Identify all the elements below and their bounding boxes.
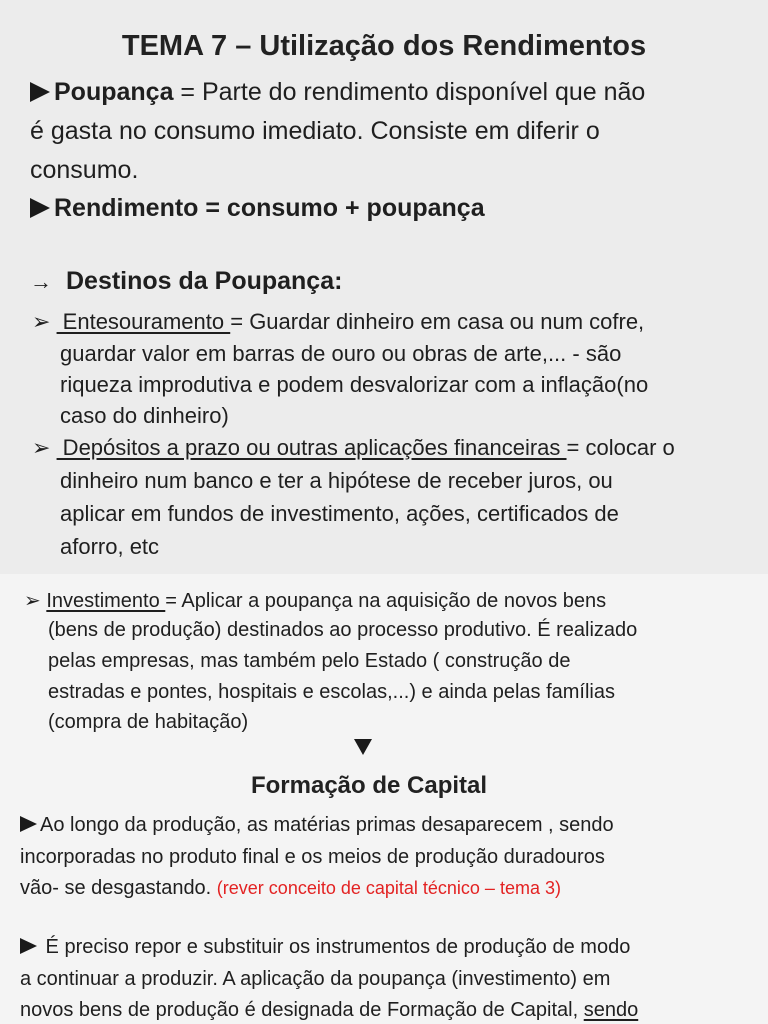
destinos-heading bbox=[30, 267, 342, 296]
investimento-line-5: (compra de habitação) bbox=[48, 711, 249, 733]
rendimento-line bbox=[30, 194, 485, 223]
depositos-term: Depósitos a prazo ou outras aplicações financeiras bbox=[56, 435, 567, 460]
repor-text-3-end: sendo bbox=[583, 999, 639, 1021]
depositos-line-3: aplicar em fundos de investimento, ações, certificados de bbox=[60, 501, 619, 526]
formacao-capital-title: Formação de Capital bbox=[250, 772, 488, 799]
entesouramento-definition: = Guardar dinheiro em casa ou num cofre, bbox=[230, 309, 645, 334]
investimento-line-2: (bens de produção) destinados ao processo produtivo. É realizado bbox=[48, 619, 638, 641]
destinos-heading-text: Destinos da Poupança: bbox=[66, 267, 343, 295]
check-arrow-bullet-icon: ➢ bbox=[32, 309, 51, 334]
triangle-bullet-icon bbox=[20, 938, 37, 954]
depositos-definition: = colocar o bbox=[566, 435, 675, 460]
triangle-bullet-icon bbox=[20, 816, 37, 832]
entesouramento-line-3: riqueza improdutiva e podem desvalorizar com a inflação(no bbox=[60, 372, 649, 397]
repor-text-1: É preciso repor e substituir os instrumentos de produção de modo bbox=[40, 936, 631, 958]
poupanca-definition-1: = Parte do rendimento disponível que não bbox=[173, 78, 646, 106]
depositos-line-4: aforro, etc bbox=[60, 534, 160, 559]
repor-line-2: a continuar a produzir. A aplicação da poupança (investimento) em bbox=[20, 968, 611, 990]
check-arrow-bullet-icon: ➢ bbox=[24, 590, 41, 612]
depositos-line-2: dinheiro num banco e ter a hipótese de receber juros, ou bbox=[60, 468, 613, 493]
entesouramento-term: Entesouramento bbox=[56, 309, 231, 334]
investimento-definition: = Aplicar a poupança na aquisição de novos bens bbox=[165, 590, 607, 612]
poupanca-term: Poupança bbox=[54, 78, 174, 106]
producao-line-2: incorporadas no produto final e os meios de produção duradouros bbox=[20, 846, 605, 868]
repor-line-1 bbox=[20, 936, 630, 959]
producao-line-1 bbox=[20, 814, 614, 837]
repor-text-3: novos bens de produção é designada de Formação de Capital, bbox=[20, 999, 584, 1021]
poupanca-line-3: consumo. bbox=[30, 156, 139, 184]
repor-line-3 bbox=[20, 999, 638, 1022]
rendimento-formula: Rendimento = consumo + poupança bbox=[54, 194, 485, 222]
right-arrow-icon: → bbox=[30, 269, 52, 294]
triangle-bullet-icon bbox=[30, 82, 50, 102]
investimento-line-1 bbox=[24, 588, 606, 613]
poupanca-line-2: é gasta no consumo imediato. Consiste em diferir o bbox=[30, 117, 600, 145]
entesouramento-line-2: guardar valor em barras de ouro ou obras de arte,... - são bbox=[60, 341, 622, 366]
depositos-line-1 bbox=[32, 435, 675, 461]
capital-tecnico-note: (rever conceito de capital técnico – tema 3) bbox=[216, 878, 561, 898]
producao-text-1: Ao longo da produção, as matérias primas desaparecem , sendo bbox=[40, 814, 614, 836]
investimento-line-4: estradas e pontes, hospitais e escolas,...) e ainda pelas famílias bbox=[48, 681, 615, 703]
triangle-bullet-icon bbox=[30, 198, 50, 218]
down-triangle-icon bbox=[354, 739, 372, 755]
page-title: TEMA 7 – Utilização dos Rendimentos bbox=[121, 30, 647, 62]
investimento-line-3: pelas empresas, mas também pelo Estado ( construção de bbox=[48, 650, 571, 672]
entesouramento-line-1 bbox=[32, 309, 644, 335]
check-arrow-bullet-icon: ➢ bbox=[32, 435, 51, 460]
producao-line-3 bbox=[20, 877, 561, 900]
investimento-term: Investimento bbox=[46, 590, 166, 612]
poupanca-line-1 bbox=[30, 78, 645, 107]
entesouramento-line-4: caso do dinheiro) bbox=[60, 403, 229, 428]
producao-text-3: vão- se desgastando. bbox=[20, 877, 217, 899]
